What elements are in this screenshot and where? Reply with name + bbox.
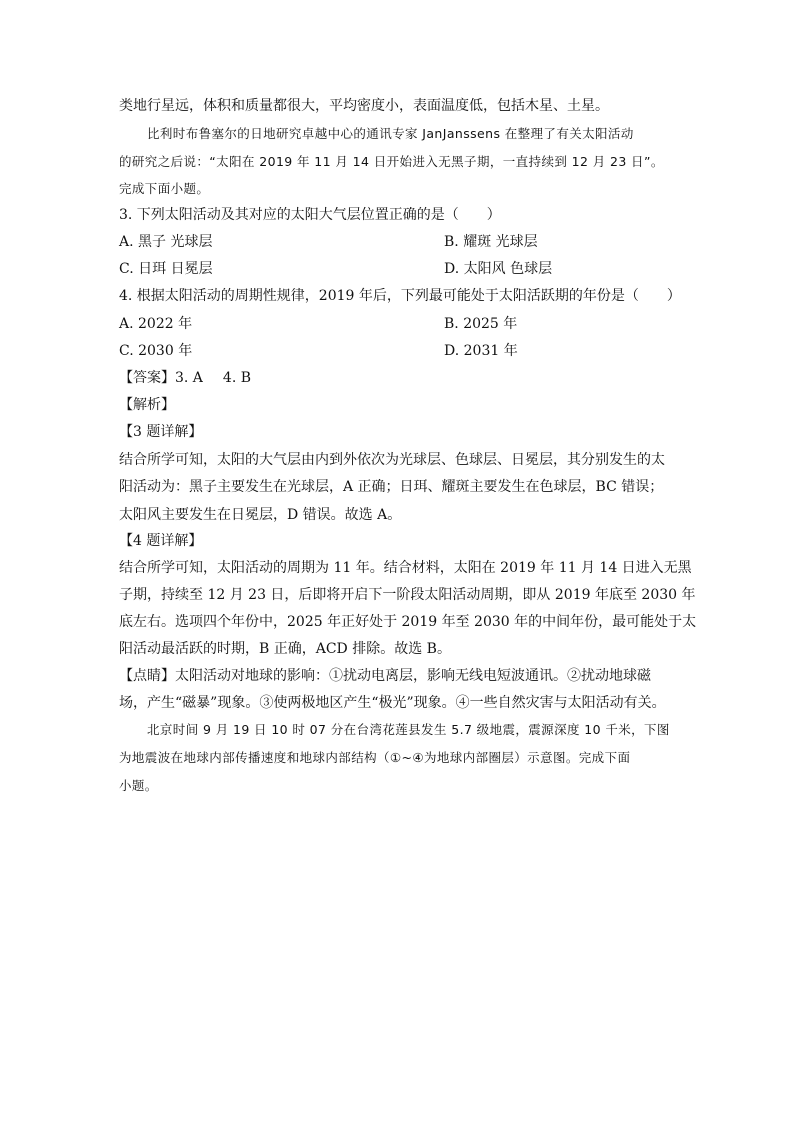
q4-option-b: B. 2025 年 — [444, 316, 518, 332]
tip-line: 场，产生“磁暴”现象。③使两极地区产生“极光”现象。④一些自然灾害与太阳活动有关。 — [119, 695, 666, 711]
q3-detail-label: 【3 题详解】 — [119, 424, 203, 440]
question-3-stem: 3. 下列太阳活动及其对应的太阳大气层位置正确的是（ ） — [119, 207, 501, 223]
answer-3: 3. A — [175, 370, 203, 386]
answer-label: 【答案】 — [119, 370, 175, 386]
tip-line: 【点睛】太阳活动对地球的影响：①扰动电离层，影响无线电短波通讯。②扰动地球磁 — [119, 668, 651, 684]
q4-option-c: C. 2030 年 — [119, 343, 193, 359]
q3-option-d: D. 太阳风 色球层 — [444, 261, 553, 277]
q3-detail-line: 结合所学可知，太阳的大气层由内到外依次为光球层、色球层、日冕层，其分别发生的太 — [119, 452, 665, 468]
material-line: 完成下面小题。 — [119, 181, 210, 196]
material-line: 类地行星远，体积和质量都很大，平均密度小，表面温度低，包括木星、土星。 — [119, 98, 609, 114]
q4-detail-line: 阳活动最活跃的时期，B 正确，ACD 排除。故选 B。 — [119, 641, 451, 657]
next-material-line: 为地震波在地球内部传播速度和地球内部结构（①~④为地球内部圈层）示意图。完成下面 — [119, 750, 631, 765]
next-material-line: 小题。 — [119, 778, 158, 793]
next-material-line: 北京时间 9 月 19 日 10 时 07 分在台湾花莲县发生 5.7 级地震，震源深度 10 千米，下图 — [147, 722, 670, 737]
q4-detail-line: 底左右。选项四个年份中，2025 年正好处于 2019 年至 2030 年的中间年份，最可能处于太 — [119, 614, 697, 630]
answer-line — [119, 369, 679, 387]
answer-4: 4. B — [222, 370, 252, 386]
q4-option-d: D. 2031 年 — [444, 343, 518, 359]
q3-option-b: B. 耀斑 光球层 — [444, 234, 538, 250]
q3-detail-line: 阳活动为：黑子主要发生在光球层，A 正确；日珥、耀斑主要发生在色球层，BC 错误； — [119, 479, 664, 495]
q4-detail-label: 【4 题详解】 — [119, 533, 203, 549]
analysis-label: 【解析】 — [119, 397, 175, 413]
q3-option-a: A. 黑子 光球层 — [119, 234, 213, 250]
q3-option-c: C. 日珥 日冕层 — [119, 261, 213, 277]
question-4-stem: 4. 根据太阳活动的周期性规律，2019 年后，下列最可能处于太阳活跃期的年份是（ ） — [119, 288, 681, 304]
q4-detail-line: 结合所学可知，太阳活动的周期为 11 年。结合材料，太阳在 2019 年 11 月 14 日进入无黑 — [119, 560, 692, 576]
q3-detail-line: 太阳风主要发生在日冕层，D 错误。故选 A。 — [119, 507, 402, 523]
q4-option-a: A. 2022 年 — [119, 316, 193, 332]
material-line: 比利时布鲁塞尔的日地研究卓越中心的通讯专家 JanJanssens 在整理了有关太阳活动 — [147, 126, 634, 141]
material-line: 的研究之后说：“太阳在 2019 年 11 月 14 日开始进入无黑子期，一直持续到 12 月 23 日”。 — [119, 154, 664, 169]
q4-detail-line: 子期，持续至 12 月 23 日，后即将开启下一阶段太阳活动周期，即从 2019 年底至 2030 年 — [119, 587, 696, 603]
